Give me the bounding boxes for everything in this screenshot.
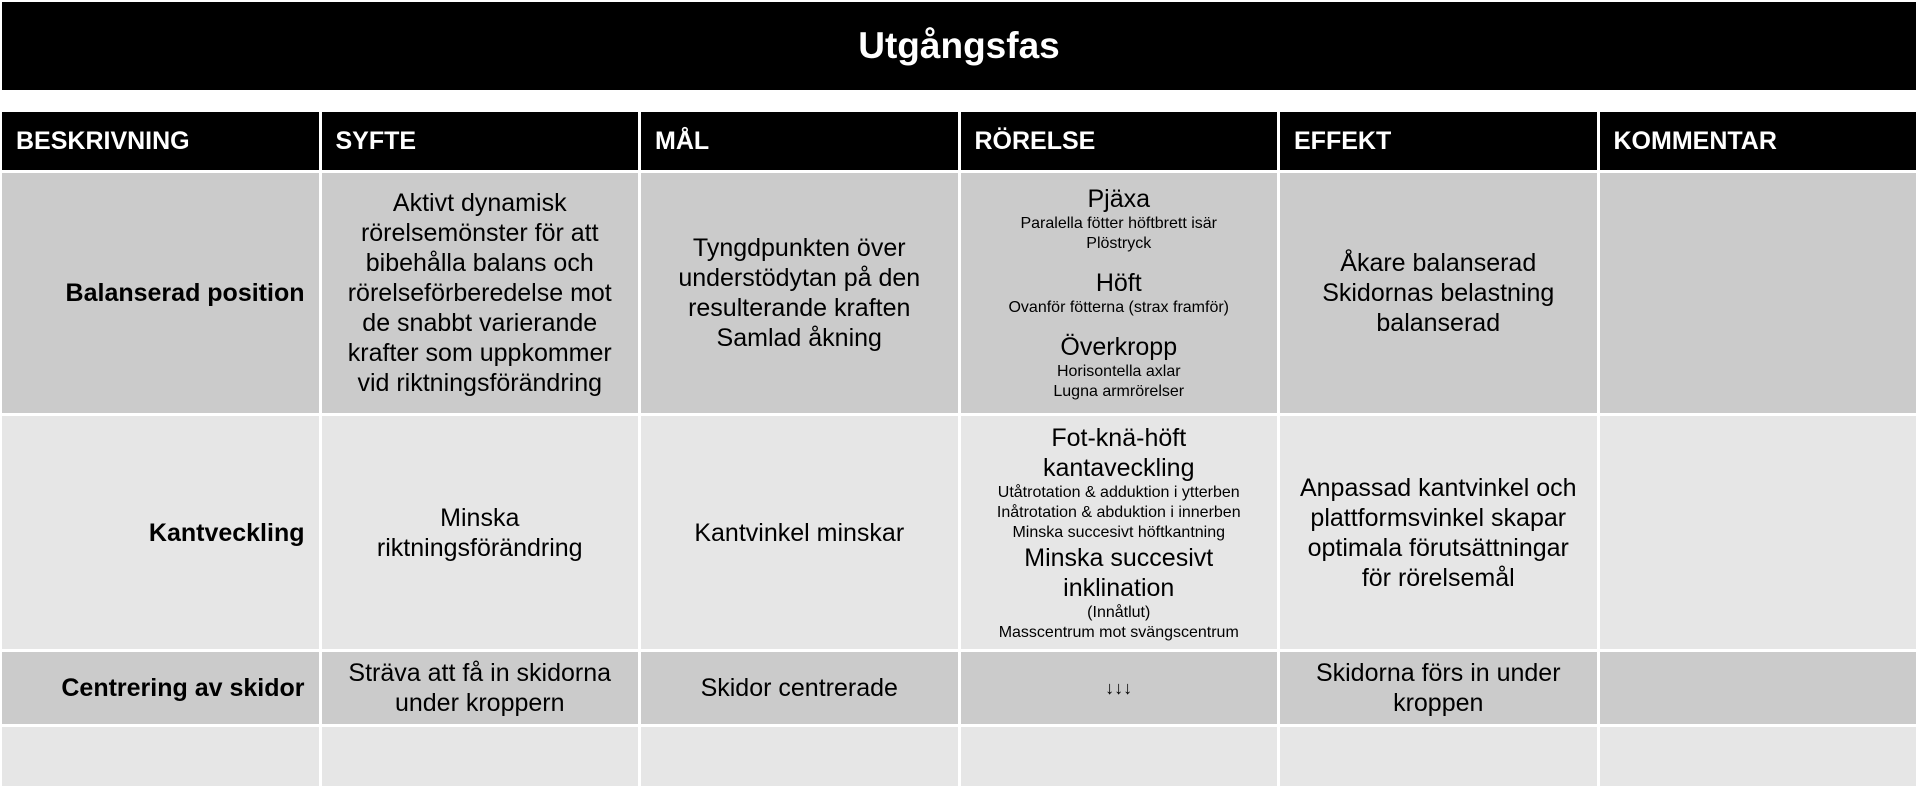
header-mal: MÅL: [641, 112, 958, 170]
rorelse-detail: Inåtrotation & abduktion i innerben: [996, 503, 1241, 521]
effekt-line: optimala förutsättningar: [1307, 533, 1569, 562]
cell-syfte-row3: [322, 652, 639, 724]
cell-mal-row1: [641, 173, 958, 413]
cell-effekt-row3: [1280, 652, 1597, 724]
syfte-line: rörelsemönster för att: [360, 219, 599, 247]
rorelse-heading: Minska succesivt: [1024, 543, 1214, 572]
mal-line: Tyngdpunkten över: [692, 234, 906, 262]
cell-syfte-row2: [322, 416, 639, 649]
empty-cell: [961, 727, 1278, 786]
rorelse-heading: Överkropp: [1060, 333, 1178, 361]
mal-line: resulterande kraften: [688, 294, 911, 322]
mal-line: understödytan på den: [678, 264, 921, 292]
effekt-line: Anpassad kantvinkel och: [1299, 473, 1577, 502]
rorelse-heading: Pjäxa: [1087, 185, 1151, 213]
rorelse-detail: Masscentrum mot svängscentrum: [998, 623, 1239, 641]
mal-line: Skidor centrerade: [700, 674, 898, 702]
empty-cell: [2, 727, 319, 786]
rorelse-heading: Höft: [1095, 269, 1142, 297]
empty-cell: [1600, 727, 1917, 786]
rorelse-detail: Plöstryck: [1086, 235, 1152, 252]
effekt-line: plattformsvinkel skapar: [1310, 503, 1567, 532]
cell-mal-row3: [641, 652, 958, 724]
row-label-centrering-av-skidor: Centrering av skidor: [2, 652, 319, 724]
cell-rorelse-row1: [961, 173, 1278, 413]
header-kommentar: KOMMENTAR: [1600, 112, 1917, 170]
cell-kommentar-row3: [1600, 652, 1917, 724]
syfte-line: bibehålla balans och: [365, 249, 594, 277]
mal-line: Samlad åkning: [716, 324, 882, 352]
effekt-line: Skidornas belastning: [1322, 279, 1555, 307]
rorelse-heading: inklination: [1063, 573, 1175, 602]
rorelse-detail: Paralella fötter höftbrett isär: [1020, 215, 1218, 232]
rorelse-heading: kantaveckling: [1043, 453, 1195, 482]
phase-table: [2, 112, 1916, 786]
effekt-line: kroppen: [1393, 689, 1484, 717]
syfte-line: vid riktningsförändring: [357, 369, 603, 397]
cell-kommentar-row2: [1600, 416, 1917, 649]
header-beskrivning: BESKRIVNING: [2, 112, 319, 170]
rorelse-detail: Ovanför fötterna (strax framför): [1008, 299, 1229, 316]
rorelse-detail: Utåtrotation & adduktion i ytterben: [997, 483, 1240, 501]
empty-cell: [322, 727, 639, 786]
empty-cell: [641, 727, 958, 786]
effekt-line: Skidorna förs in under: [1315, 659, 1561, 687]
syfte-line: rörelseförberedelse mot: [347, 279, 612, 307]
syfte-line: riktningsförändring: [376, 533, 583, 562]
effekt-line: för rörelsemål: [1361, 563, 1515, 592]
rorelse-detail: Lugna armrörelser: [1053, 383, 1185, 400]
rorelse-detail: Minska succesivt höftkantning: [1012, 523, 1226, 541]
row-label-kantveckling: Kantveckling: [2, 416, 319, 649]
syfte-line: de snabbt varierande: [362, 309, 598, 337]
syfte-line: Aktivt dynamisk: [392, 189, 567, 217]
cell-rorelse-row3: [961, 652, 1278, 724]
syfte-line: Minska: [440, 503, 520, 532]
header-rorelse: RÖRELSE: [961, 112, 1278, 170]
rorelse-heading: Fot-knä-höft: [1051, 423, 1187, 452]
mal-line: Kantvinkel minskar: [694, 518, 905, 547]
arrows-down-icon: ↓↓↓: [1105, 678, 1133, 698]
cell-rorelse-row2: [961, 416, 1278, 649]
cell-mal-row2: [641, 416, 958, 649]
effekt-line: Åkare balanserad: [1340, 249, 1537, 277]
empty-cell: [1280, 727, 1597, 786]
syfte-line: under kroppern: [394, 689, 565, 717]
syfte-line: krafter som uppkommer: [347, 339, 612, 367]
header-syfte: SYFTE: [322, 112, 639, 170]
effekt-line: balanserad: [1376, 309, 1501, 337]
row-label-balanserad-position: Balanserad position: [2, 173, 319, 413]
syfte-line: Sträva att få in skidorna: [348, 659, 612, 687]
header-effekt: EFFEKT: [1280, 112, 1597, 170]
cell-effekt-row2: [1280, 416, 1597, 649]
rorelse-detail: (Innåtlut): [1087, 603, 1151, 621]
cell-syfte-row1: [322, 173, 639, 413]
page-title: Utgångsfas: [2, 2, 1916, 90]
cell-effekt-row1: [1280, 173, 1597, 413]
rorelse-detail: Horisontella axlar: [1056, 363, 1181, 380]
cell-kommentar-row1: [1600, 173, 1917, 413]
